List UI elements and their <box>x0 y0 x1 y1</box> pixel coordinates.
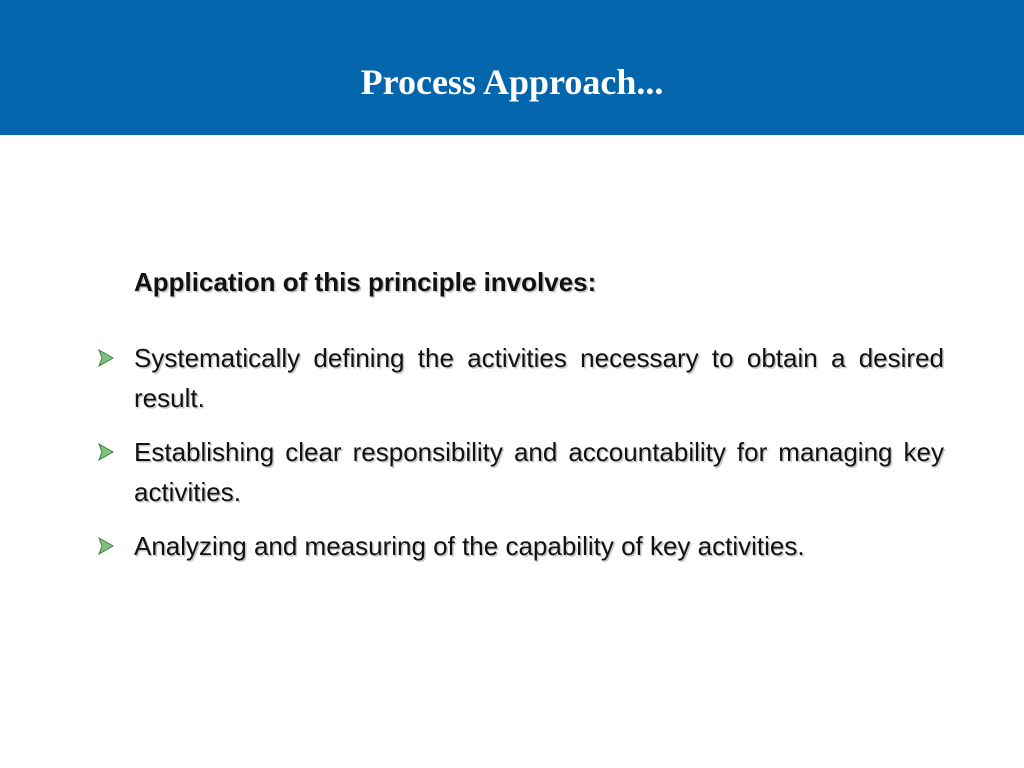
chevron-right-icon <box>96 348 116 368</box>
slide-content <box>96 262 944 580</box>
bullet-text: Systematically defining the activities necessary to obtain a desired result. <box>134 343 944 413</box>
bullet-text: Analyzing and measuring of the capability of key activities. <box>134 531 805 561</box>
bullet-item <box>96 526 944 566</box>
chevron-right-icon <box>96 442 116 462</box>
intro-heading: Application of this principle involves: <box>134 267 597 297</box>
title-bar <box>0 0 1024 135</box>
slide-title: Process Approach... <box>360 62 664 102</box>
bullet-item <box>96 432 944 512</box>
chevron-right-icon <box>96 536 116 556</box>
bullet-item <box>96 338 944 418</box>
bullet-text: Establishing clear responsibility and accountability for managing key activities. <box>134 437 944 507</box>
bullet-list <box>96 338 944 566</box>
